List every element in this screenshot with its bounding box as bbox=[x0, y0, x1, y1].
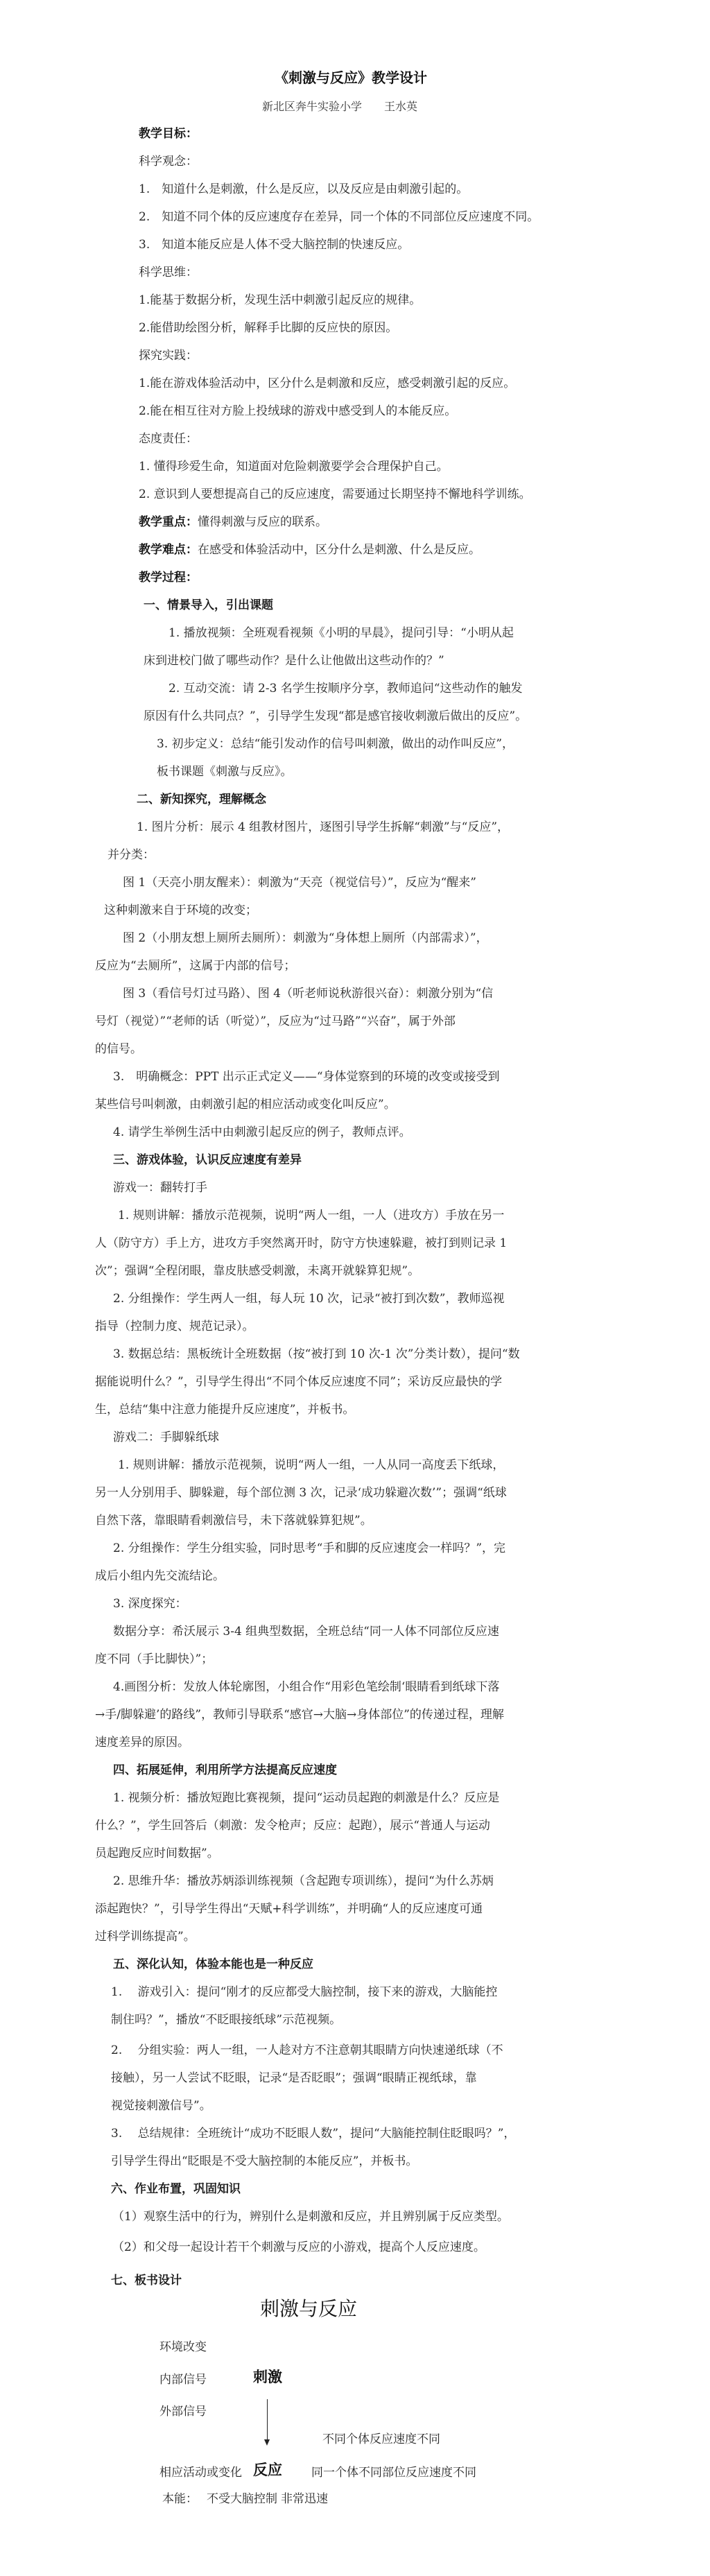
section-6-heading: 六、作业布置，巩固知识 bbox=[111, 2182, 241, 2196]
homework-item: （1）观察生活中的行为，辨别什么是刺激和反应，并且辨别属于反应类型。 bbox=[112, 2210, 509, 2224]
section-2-line: 3. 明确概念：PPT 出示正式定义——“身体觉察到的环境的改变或接受到 bbox=[113, 1070, 500, 1084]
section-2-line: 某些信号叫刺激，由刺激引起的相应活动或变化叫反应”。 bbox=[95, 1098, 396, 1112]
board-label-external: 外部信号 bbox=[159, 2405, 207, 2419]
section-5-line: 引导学生得出“眨眼是不受大脑控制的本能反应”，并板书。 bbox=[111, 2154, 418, 2168]
section-2-line: 这种刺激来自于环境的改变； bbox=[104, 904, 257, 917]
attitude-heading: 态度责任： bbox=[139, 432, 198, 446]
concept-item: 1. 知道什么是刺激，什么是反应，以及反应是由刺激引起的。 bbox=[139, 182, 469, 196]
objectives-heading: 教学目标： bbox=[139, 127, 198, 141]
board-instinct-trait-1: 不受大脑控制 bbox=[207, 2492, 277, 2506]
game-1-line: 生，总结“集中注意力能提升反应速度”，并板书。 bbox=[95, 1403, 355, 1417]
thinking-heading: 科学思维： bbox=[139, 266, 198, 279]
section-4-line: 1. 视频分析：播放短跑比赛视频，提问“运动员起跑的刺激是什么？反应是 bbox=[113, 1791, 500, 1805]
board-response: 反应 bbox=[253, 2461, 282, 2478]
game-2-line: 3. 深度探究： bbox=[113, 1597, 187, 1611]
attitude-item: 2. 意识到人要想提高自己的反应速度，需要通过长期坚持不懈地科学训练。 bbox=[139, 487, 531, 501]
section-2-line: 的信号。 bbox=[95, 1042, 142, 1056]
document-byline: 新北区奔牛实验小学 王水英 bbox=[262, 100, 418, 113]
board-label-environment: 环境改变 bbox=[159, 2340, 207, 2354]
game-2-line: 速度差异的原因。 bbox=[95, 1736, 189, 1749]
board-diff-individual: 不同个体反应速度不同 bbox=[322, 2432, 440, 2446]
section-2-line: 并分类： bbox=[107, 848, 155, 862]
game-2-line: 度不同（手比脚快）”； bbox=[95, 1652, 214, 1666]
down-arrow-icon bbox=[267, 2399, 268, 2441]
board-title: 刺激与反应 bbox=[260, 2297, 358, 2320]
concept-item: 3. 知道本能反应是人体不受大脑控制的快速反应。 bbox=[139, 238, 410, 252]
game-2-line: 成后小组内先交流结论。 bbox=[95, 1569, 225, 1583]
game-1-line: 据能说明什么？”，引导学生得出“不同个体反应速度不同”；采访反应最快的学 bbox=[95, 1375, 503, 1389]
game-2-line: 2. 分组操作：学生分组实验，同时思考“手和脚的反应速度会一样吗？”，完 bbox=[113, 1541, 506, 1555]
game-1-line: 2. 分组操作：学生两人一组，每人玩 10 次，记录“被打到次数”，教师巡视 bbox=[113, 1292, 505, 1306]
section-1-line: 原因有什么共同点？”，引导学生发现“都是感官接收刺激后做出的反应”。 bbox=[144, 709, 528, 723]
game-2-line: →手/脚躲避’的路线”，教师引导联系“感官→大脑→身体部位”的传递过程，理解 bbox=[95, 1708, 504, 1722]
board-response-label: 相应活动或变化 bbox=[159, 2466, 242, 2480]
section-2-line: 图 3（看信号灯过马路）、图 4（听老师说秋游很兴奋）：刺激分别为“信 bbox=[123, 987, 494, 1001]
concept-item: 2. 知道不同个体的反应速度存在差异，同一个体的不同部位反应速度不同。 bbox=[139, 210, 539, 224]
board-instinct-trait-2: 非常迅速 bbox=[281, 2492, 328, 2506]
game-2-title: 游戏二：手脚躲纸球 bbox=[113, 1430, 219, 1444]
game-1-line: 指导（控制力度、规范记录）。 bbox=[95, 1320, 254, 1333]
game-1-line: 3. 数据总结：黑板统计全班数据（按“被打到 10 次-1 次”分类计数），提问“数 bbox=[113, 1347, 520, 1361]
practice-item: 1.能在游戏体验活动中，区分什么是刺激和反应，感受刺激引起的反应。 bbox=[139, 377, 516, 390]
board-instinct-label: 本能： bbox=[162, 2492, 198, 2506]
board-label-internal: 内部信号 bbox=[159, 2373, 207, 2387]
game-1-line: 人（防守方）手上方，进攻方手突然离开时，防守方快速躲避，被打到则记录 1 bbox=[95, 1236, 508, 1250]
section-1-line: 板书课题《刺激与反应》。 bbox=[157, 765, 293, 779]
section-2-line: 号灯（视觉）”“老师的话（听觉）”，反应为“过马路”“兴奋”，属于外部 bbox=[95, 1014, 456, 1028]
section-5-line: 2. 分组实验：两人一组，一人趁对方不注意朝其眼睛方向快速递纸球（不 bbox=[111, 2043, 503, 2057]
section-4-line: 员起跑反应时间数据”。 bbox=[95, 1847, 219, 1860]
section-1-line: 3. 初步定义：总结“能引发动作的信号叫刺激，做出的动作叫反应”， bbox=[157, 737, 514, 751]
game-2-line: 自然下落，靠眼睛看刺激信号，未下落就躲算犯规”。 bbox=[95, 1514, 372, 1528]
section-1-line: 2. 互动交流：请 2-3 名学生按顺序分享，教师追问“这些动作的触发 bbox=[168, 682, 523, 695]
document-title: 《刺激与反应》教学设计 bbox=[275, 69, 427, 86]
thinking-item: 1.能基于数据分析，发现生活中刺激引起反应的规律。 bbox=[139, 293, 422, 307]
section-1-line: 床到进校门做了哪些动作？是什么让他做出这些动作的？” bbox=[144, 654, 444, 668]
section-2-heading: 二、新知探究，理解概念 bbox=[137, 793, 266, 806]
section-5-line: 3. 总结规律：全班统计“成功不眨眼人数”，提问“大脑能控制住眨眼吗？”， bbox=[111, 2127, 516, 2141]
homework-item: （2）和父母一起设计若干个刺激与反应的小游戏，提高个人反应速度。 bbox=[112, 2240, 485, 2254]
thinking-item: 2.能借助绘图分析，解释手比脚的反应快的原因。 bbox=[139, 321, 398, 335]
game-2-line: 数据分享：希沃展示 3-4 组典型数据，全班总结“同一人体不同部位反应速 bbox=[113, 1625, 499, 1639]
concept-heading: 科学观念： bbox=[139, 155, 198, 168]
practice-heading: 探究实践： bbox=[139, 349, 198, 363]
game-2-line: 1. 规则讲解：播放示范视频，说明“两人一组，一人从同一高度丢下纸球， bbox=[118, 1458, 505, 1472]
section-5-heading: 五、深化认知，体验本能也是一种反应 bbox=[113, 1957, 313, 1971]
section-5-line: 制住吗？”，播放“不眨眼接纸球”示范视频。 bbox=[111, 2013, 342, 2027]
board-diff-parts: 同一个体不同部位反应速度不同 bbox=[311, 2466, 476, 2480]
section-2-line: 1. 图片分析：展示 4 组教材图片，逐图引导学生拆解“刺激”与“反应”， bbox=[137, 820, 510, 834]
attitude-item: 1. 懂得珍爱生命，知道面对危险刺激要学会合理保护自己。 bbox=[139, 460, 449, 474]
section-5-line: 接触），另一人尝试不眨眼，记录“是否眨眼”；强调“眼睛正视纸球，靠 bbox=[111, 2071, 477, 2085]
process-heading: 教学过程： bbox=[139, 571, 198, 585]
game-2-line: 另一人分别用手、脚躲避，每个部位测 3 次，记录‘成功躲避次数’”；强调“纸球 bbox=[95, 1486, 507, 1500]
game-2-line: 4.画图分析：发放人体轮廓图，小组合作“用彩色笔绘制‘眼睛看到纸球下落 bbox=[113, 1680, 500, 1694]
key-point-label: 教学重点： bbox=[139, 515, 198, 529]
arrow-head-icon bbox=[264, 2439, 270, 2446]
section-7-heading: 七、板书设计 bbox=[111, 2274, 182, 2288]
section-2-line: 反应为“去厕所”，这属于内部的信号； bbox=[95, 959, 296, 973]
practice-item: 2.能在相互往对方脸上投绒球的游戏中感受到人的本能反应。 bbox=[139, 404, 457, 418]
key-point-text: 懂得刺激与反应的联系。 bbox=[198, 515, 327, 529]
section-1-line: 1. 播放视频：全班观看视频《小明的早晨》，提问引导：“小明从起 bbox=[168, 626, 514, 640]
section-1-heading: 一、情景导入，引出课题 bbox=[144, 598, 273, 612]
section-5-line: 视觉接刺激信号”。 bbox=[111, 2099, 211, 2113]
section-4-line: 添起跑快？”，引导学生得出“天赋+科学训练”，并明确“人的反应速度可通 bbox=[95, 1902, 483, 1916]
section-4-line: 什么？”，学生回答后（刺激：发令枪声；反应：起跑），展示“普通人与运动 bbox=[95, 1819, 490, 1833]
game-1-line: 次”；强调“全程闭眼，靠皮肤感受刺激，未离开就躲算犯规”。 bbox=[95, 1264, 420, 1278]
game-1-line: 1. 规则讲解：播放示范视频，说明“两人一组，一人（进攻方）手放在另一 bbox=[118, 1209, 505, 1222]
board-stimulus: 刺激 bbox=[253, 2368, 282, 2385]
section-2-line: 图 2（小朋友想上厕所去厕所）：刺激为“身体想上厕所（内部需求）”， bbox=[123, 931, 488, 945]
key-point bbox=[139, 514, 327, 530]
section-4-heading: 四、拓展延伸，利用所学方法提高反应速度 bbox=[113, 1763, 337, 1777]
section-2-line: 4. 请学生举例生活中由刺激引起反应的例子，教师点评。 bbox=[113, 1125, 411, 1139]
game-1-title: 游戏一：翻转打手 bbox=[113, 1181, 207, 1195]
difficulty-label: 教学难点： bbox=[139, 543, 198, 557]
section-4-line: 过科学训练提高”。 bbox=[95, 1930, 196, 1944]
difficulty-text: 在感受和体验活动中，区分什么是刺激、什么是反应。 bbox=[198, 543, 480, 557]
section-2-line: 图 1（天亮小朋友醒来）：刺激为“天亮（视觉信号）”，反应为“醒来” bbox=[123, 876, 476, 890]
section-5-line: 1. 游戏引入：提问“刚才的反应都受大脑控制，接下来的游戏，大脑能控 bbox=[111, 1985, 498, 1999]
section-4-line: 2. 思维升华：播放苏炳添训练视频（含起跑专项训练），提问“为什么苏炳 bbox=[113, 1874, 494, 1888]
difficulty-point bbox=[139, 542, 480, 558]
section-3-heading: 三、游戏体验，认识反应速度有差异 bbox=[113, 1153, 302, 1167]
